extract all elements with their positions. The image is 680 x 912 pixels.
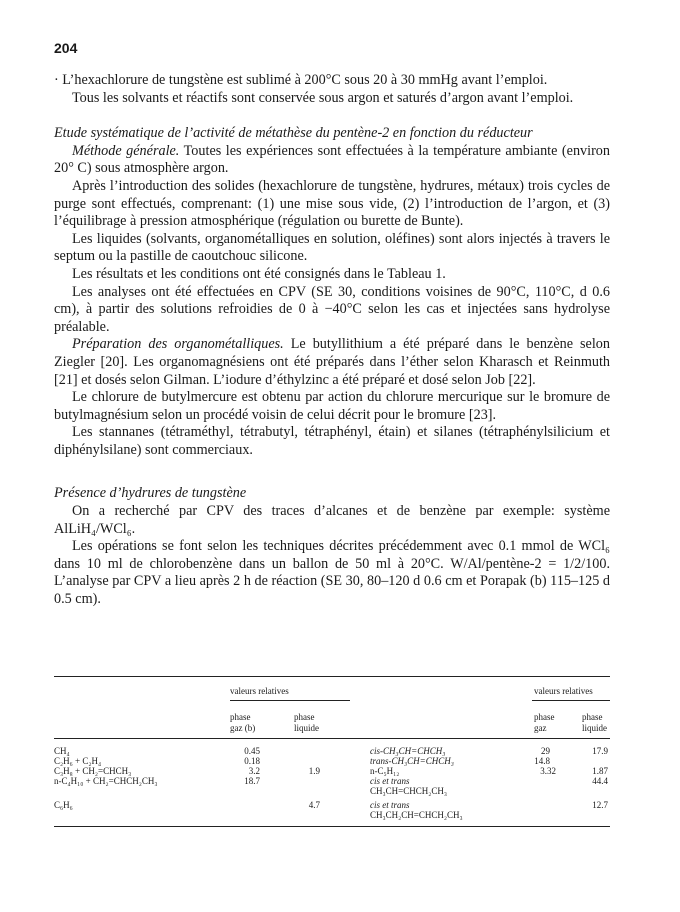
table-cell-compound: C₆H₆ (54, 800, 73, 810)
table-cell-compound: cis et trans (370, 776, 410, 786)
table-cell-compound: n-C₅H₁₂ (370, 766, 400, 776)
table-cell-value: 3.32 (540, 766, 556, 776)
paragraph: Les stannanes (tétraméthyl, tétrabutyl, tétraphényl, étain) et silanes (tétraphénylsilicium et diphénylsilane) sont commerciaux. (54, 424, 610, 458)
section-heading: Etude systématique de l’activité de métathèse du pentène-2 en fonction du réducteur (54, 125, 533, 142)
run-in-heading: Méthode générale. (72, 142, 180, 159)
paragraph: Les analyses ont été effectuées en CPV (SE 30, conditions voisines de 90°C, 110°C, d 0.6 cm), à partir des solutions refroidies de 0 à −40°C selon les cas et injectées sans hydrolyse préalable. (54, 283, 610, 335)
table-cell-value: 3.2 (248, 766, 260, 776)
left-col1-header-2: gaz (b) (230, 723, 256, 733)
paragraph: · L’hexachlorure de tungstène est sublimé à 200°C sous 20 à 30 mmHg avant l’emploi. (54, 72, 548, 88)
paragraph: Tous les solvants et réactifs sont conservée sous argon et saturés d’argon avant l’emploi. (72, 89, 574, 106)
table-top-rule (54, 676, 610, 677)
paragraph: Les liquides (solvants, organométalliques en solution, oléfines) sont alors injectés à travers le septum ou la pastille de caoutchouc silicone. (54, 230, 610, 265)
right-col1-header-2: gaz (534, 723, 547, 733)
results-table (54, 676, 610, 836)
right-group-rule (532, 700, 610, 701)
left-col1-header-1: phase (230, 712, 251, 722)
paragraph (54, 143, 610, 178)
right-col2-header-2: liquide (582, 723, 607, 733)
table-cell-value: 17.9 (592, 746, 608, 756)
table-cell-value: 1.87 (592, 766, 608, 776)
table-cell-value: 0.18 (244, 756, 260, 766)
run-in-heading: Préparation des organométalliques. (72, 336, 284, 353)
left-group-rule (230, 700, 350, 701)
table-header-rule (54, 738, 610, 739)
table-cell-value: 44.4 (592, 776, 608, 786)
table-cell-compound: trans-CH₃CH=CHCH₃ (370, 756, 454, 766)
table-cell-value: 18.7 (244, 776, 260, 786)
table-cell-compound: CH₃CH₂CH=CHCH₂CH₃ (370, 810, 463, 820)
paragraph: Après l’introduction des solides (hexachlorure de tungstène, hydrures, métaux) trois cycles de purge sont effectués, comprenant: (1) une mise sous vide, (2) l’introduction de l’argon, et (3) l’équilibrage à pression atmosphérique (régulation ou burette de Bunte). (54, 177, 610, 230)
table-cell-compound: CH₄ (54, 746, 70, 756)
paragraph: Les opérations se font selon les techniques décrites précédemment avec 0.1 mmol de WCl₆ dans 10 ml de chlorobenzène dans un ballon de 50 ml à 20°C. W/Al/pentène-2 = 1/2/100. L’analyse par CPV a lieu après 2 h de réaction (SE 30, 80–120 d 0.6 cm et Porapak (b) 115–125 d 0.5 cm). (54, 538, 610, 608)
table-cell-value: 0.45 (244, 746, 260, 756)
table-cell-compound: C₃H₈ + CH₂=CHCH₃ (54, 766, 132, 776)
table-cell-value: 29 (541, 746, 550, 756)
table-cell-value: 1.9 (308, 766, 320, 776)
table-cell-compound: n-C₄H₁₀ + CH₂=CHCH₂CH₃ (54, 776, 158, 786)
table-cell-compound: cis-CH₃CH=CHCH₃ (370, 746, 446, 756)
paragraph (54, 336, 610, 389)
paragraph: On a recherché par CPV des traces d’alcanes et de benzène par exemple: système AlLiH₄/WCl₆. (54, 503, 610, 537)
paragraph: Les résultats et les conditions ont été consignés dans le Tableau 1. (72, 265, 446, 282)
left-group-header: valeurs relatives (230, 686, 289, 696)
table-bottom-rule (54, 826, 610, 827)
left-col2-header-1: phase (294, 712, 315, 722)
section-heading: Présence d’hydrures de tungstène (54, 485, 247, 502)
right-group-header: valeurs relatives (534, 686, 593, 696)
right-col2-header-1: phase (582, 712, 603, 722)
paragraph: Le chlorure de butylmercure est obtenu par action du chlorure mercurique sur le bromure de butylmagnésium selon un procédé voisin de celui décrit pour le bromure [23]. (54, 389, 610, 423)
right-col1-header-1: phase (534, 712, 555, 722)
table-cell-compound: C₂H₆ + C₂H₄ (54, 756, 102, 766)
left-col2-header-2: liquide (294, 723, 319, 733)
paragraph-text: Le butyllithium a été préparé dans le benzène selon Ziegler [20]. Les organomagnésiens ont été préparés dans l’éther selon Kharasch et Reinmuth [21] et dosés selon Gilman. L’iodure d’éthylzinc a été préparé et dosé selon Job [22]. (54, 336, 610, 388)
body-text (54, 72, 610, 609)
paragraph-text: Toutes les expériences sont effectuées à la température ambiante (environ 20° C) sous atmosphère argon. (54, 142, 610, 177)
table-cell-compound: cis et trans (370, 800, 410, 810)
table-cell-value: 4.7 (308, 800, 320, 810)
table-cell-value: 14.8 (534, 756, 550, 766)
table-cell-compound: CH₃CH=CHCH₂CH₃ (370, 786, 448, 796)
table-cell-value: 12.7 (592, 800, 608, 810)
page-number: 204 (54, 40, 78, 56)
